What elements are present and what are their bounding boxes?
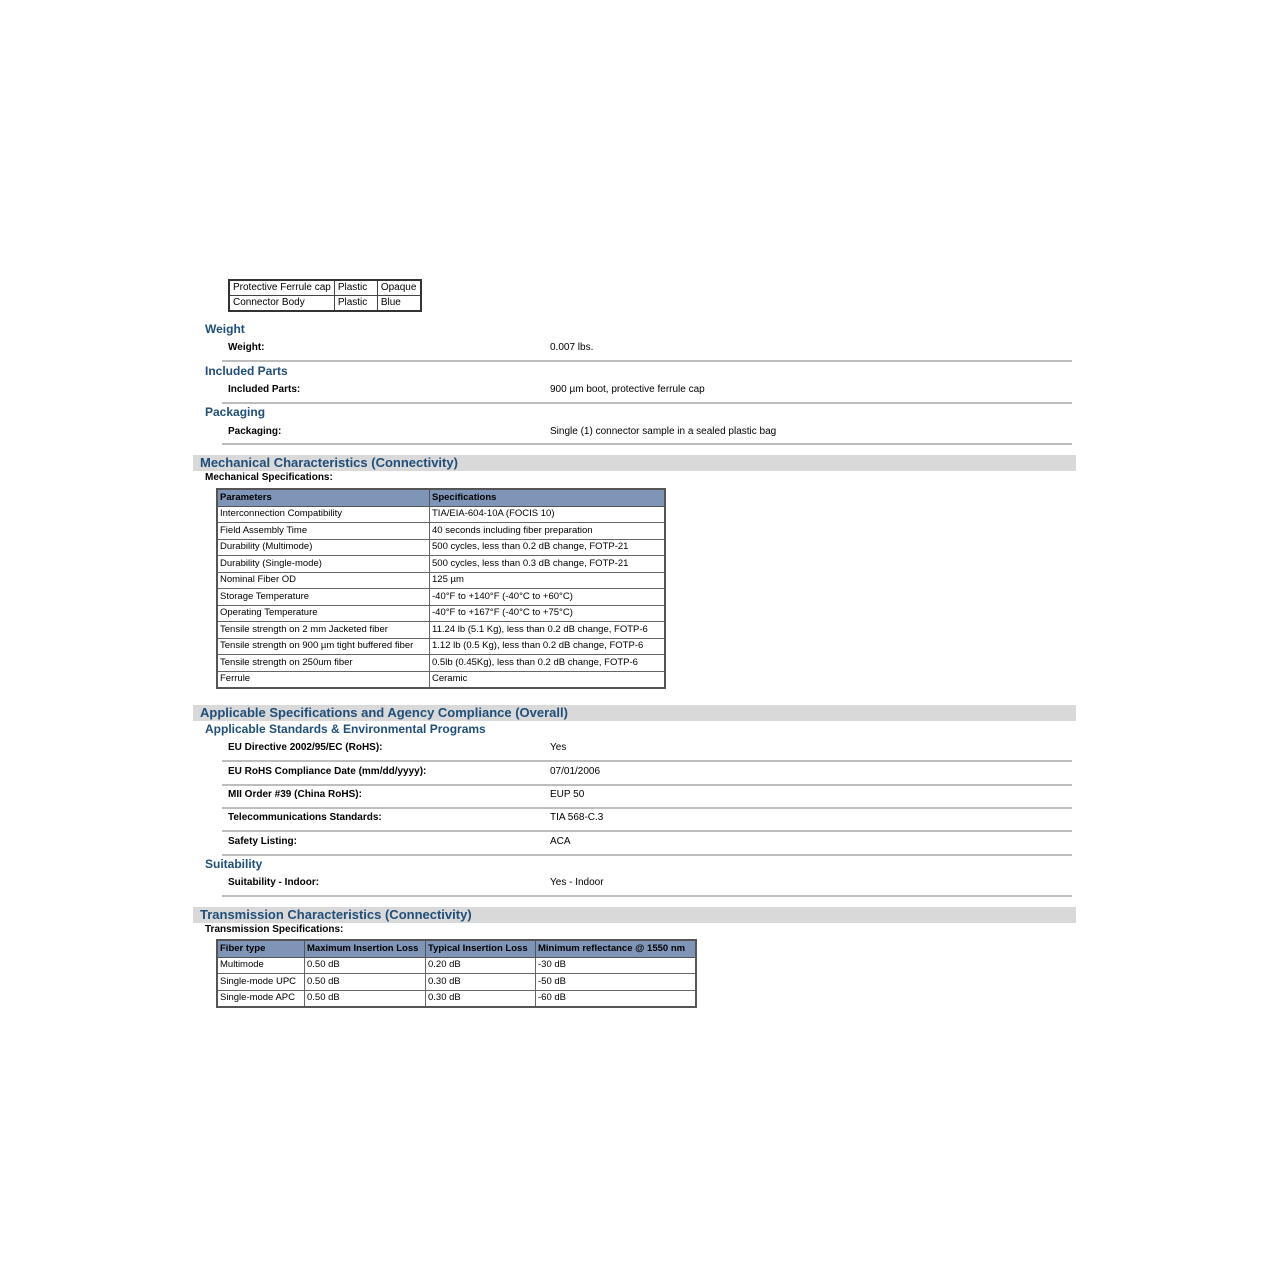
compliance-value: Yes <box>550 742 567 753</box>
section-band-mechanical <box>193 455 1076 471</box>
compliance-value: TIA 568-C.3 <box>550 812 604 823</box>
divider <box>222 784 1072 786</box>
table-row <box>217 572 665 589</box>
weight-label: Weight: <box>228 342 265 353</box>
suitability-heading: Suitability <box>205 857 263 871</box>
min-reflectance-cell: -50 dB <box>536 974 697 991</box>
specification-cell: 40 seconds including fiber preparation <box>430 523 666 540</box>
specification-cell: TIA/EIA-604-10A (FOCIS 10) <box>430 506 666 523</box>
table-row <box>217 506 665 523</box>
material-color: Opaque <box>377 280 421 296</box>
parameter-cell: Field Assembly Time <box>217 523 430 540</box>
suitability-label: Suitability - Indoor: <box>228 877 320 888</box>
typical-insertion-loss-cell: 0.30 dB <box>426 974 536 991</box>
max-insertion-loss-cell: 0.50 dB <box>305 990 426 1007</box>
mechanical-subtitle: Mechanical Specifications: <box>205 472 333 483</box>
max-insertion-loss-cell: 0.50 dB <box>305 974 426 991</box>
compliance-label: Safety Listing: <box>228 836 297 847</box>
specification-cell: 125 µm <box>430 572 666 589</box>
specification-cell: -40°F to +167°F (-40°C to +75°C) <box>430 605 666 622</box>
material-color: Blue <box>377 296 421 312</box>
section-band-compliance <box>193 705 1076 721</box>
parameter-cell: Operating Temperature <box>217 605 430 622</box>
table-header-row <box>217 489 665 506</box>
column-header: Parameters <box>217 489 430 506</box>
min-reflectance-cell: -30 dB <box>536 957 697 974</box>
column-header: Maximum Insertion Loss <box>305 940 426 957</box>
compliance-subtitle: Applicable Standards & Environmental Programs <box>205 722 486 736</box>
specification-cell: 11.24 lb (5.1 Kg), less than 0.2 dB change, FOTP-6 <box>430 622 666 639</box>
table-row <box>217 671 665 688</box>
column-header: Fiber type <box>217 940 305 957</box>
table-row <box>229 280 421 296</box>
specification-cell: 1.12 lb (0.5 Kg), less than 0.2 dB change, FOTP-6 <box>430 638 666 655</box>
specification-cell: 0.5lb (0.45Kg), less than 0.2 dB change, FOTP-6 <box>430 655 666 672</box>
fiber-type-cell: Multimode <box>217 957 305 974</box>
divider <box>222 854 1072 856</box>
table-row <box>217 957 696 974</box>
fiber-type-cell: Single-mode UPC <box>217 974 305 991</box>
compliance-label: EU RoHS Compliance Date (mm/dd/yyyy): <box>228 766 427 777</box>
included-parts-label: Included Parts: <box>228 384 301 395</box>
min-reflectance-cell: -60 dB <box>536 990 697 1007</box>
section-title: Transmission Characteristics (Connectivity) <box>200 907 472 922</box>
table-row <box>217 556 665 573</box>
divider <box>222 760 1072 762</box>
fiber-type-cell: Single-mode APC <box>217 990 305 1007</box>
table-row <box>229 296 421 312</box>
packaging-heading: Packaging <box>205 405 266 419</box>
specification-cell: 500 cycles, less than 0.2 dB change, FOTP-21 <box>430 539 666 556</box>
typical-insertion-loss-cell: 0.30 dB <box>426 990 536 1007</box>
table-row <box>217 589 665 606</box>
section-title: Mechanical Characteristics (Connectivity) <box>200 455 458 470</box>
divider <box>222 360 1072 362</box>
compliance-value: 07/01/2006 <box>550 766 601 777</box>
compliance-value: ACA <box>550 836 571 847</box>
weight-heading: Weight <box>205 322 245 336</box>
compliance-label: MII Order #39 (China RoHS): <box>228 789 362 800</box>
table-row <box>217 990 696 1007</box>
compliance-label: Telecommunications Standards: <box>228 812 382 823</box>
packaging-label: Packaging: <box>228 426 282 437</box>
suitability-value: Yes - Indoor <box>550 877 604 888</box>
material-part: Connector Body <box>229 296 334 312</box>
parameter-cell: Durability (Single-mode) <box>217 556 430 573</box>
column-header: Minimum reflectance @ 1550 nm <box>536 940 697 957</box>
weight-value: 0.007 lbs. <box>550 342 594 353</box>
table-row <box>217 523 665 540</box>
specification-cell: -40°F to +140°F (-40°C to +60°C) <box>430 589 666 606</box>
table-row <box>217 622 665 639</box>
parameter-cell: Tensile strength on 900 µm tight buffered fiber <box>217 638 430 655</box>
specification-cell: 500 cycles, less than 0.3 dB change, FOTP-21 <box>430 556 666 573</box>
specification-cell: Ceramic <box>430 671 666 688</box>
parameter-cell: Nominal Fiber OD <box>217 572 430 589</box>
table-row <box>217 539 665 556</box>
materials-table <box>228 279 422 312</box>
compliance-value: EUP 50 <box>550 789 585 800</box>
included-parts-heading: Included Parts <box>205 364 288 378</box>
material-type: Plastic <box>334 296 377 312</box>
material-type: Plastic <box>334 280 377 296</box>
parameter-cell: Tensile strength on 250um fiber <box>217 655 430 672</box>
parameter-cell: Tensile strength on 2 mm Jacketed fiber <box>217 622 430 639</box>
typical-insertion-loss-cell: 0.20 dB <box>426 957 536 974</box>
divider <box>222 402 1072 404</box>
section-title: Applicable Specifications and Agency Compliance (Overall) <box>200 705 568 720</box>
parameter-cell: Storage Temperature <box>217 589 430 606</box>
column-header: Typical Insertion Loss <box>426 940 536 957</box>
divider <box>222 443 1072 445</box>
table-row <box>217 974 696 991</box>
transmission-subtitle: Transmission Specifications: <box>205 924 344 935</box>
packaging-value: Single (1) connector sample in a sealed plastic bag <box>550 426 777 437</box>
parameter-cell: Ferrule <box>217 671 430 688</box>
table-row <box>217 605 665 622</box>
table-row <box>217 655 665 672</box>
divider <box>222 830 1072 832</box>
transmission-specs-table <box>216 939 697 1008</box>
section-band-transmission <box>193 907 1076 923</box>
column-header: Specifications <box>430 489 666 506</box>
divider <box>222 895 1072 897</box>
included-parts-value: 900 µm boot, protective ferrule cap <box>550 384 705 395</box>
max-insertion-loss-cell: 0.50 dB <box>305 957 426 974</box>
parameter-cell: Interconnection Compatibility <box>217 506 430 523</box>
table-header-row <box>217 940 696 957</box>
mechanical-specs-table <box>216 488 666 689</box>
divider <box>222 807 1072 809</box>
compliance-label: EU Directive 2002/95/EC (RoHS): <box>228 742 383 753</box>
table-row <box>217 638 665 655</box>
parameter-cell: Durability (Multimode) <box>217 539 430 556</box>
material-part: Protective Ferrule cap <box>229 280 334 296</box>
